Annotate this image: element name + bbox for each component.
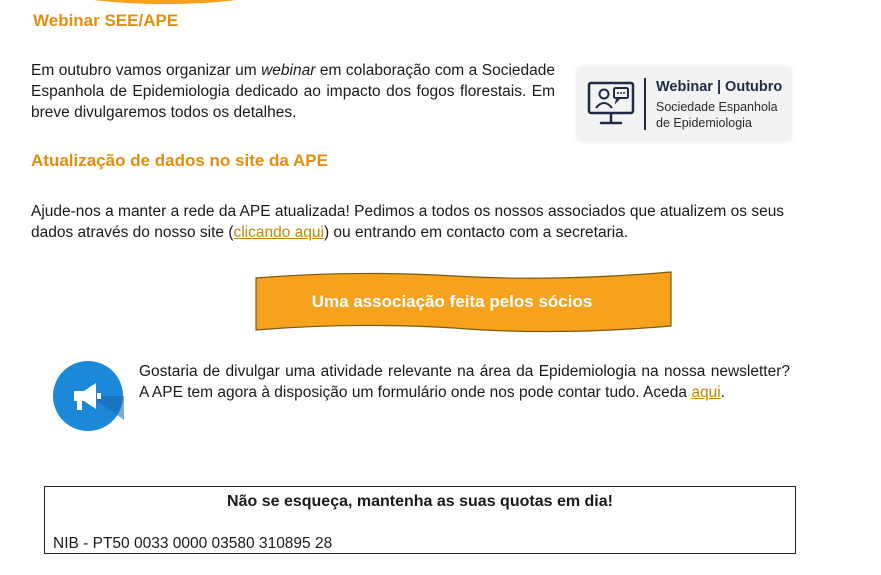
banner-label: Uma associação feita pelos sócios [311,292,593,311]
share-link[interactable]: aqui [691,384,721,401]
webinar-heading: Webinar SEE/APE [33,11,179,30]
share-text-end: . [720,384,725,401]
webinar-text-end: em colaboração com a Sociedade Espanhola de Epidemiologia dedicado ao impacto dos fogos florestais. Em breve divulgaremos todos os detalhes. [31,62,556,121]
card-subtitle: Sociedade Espanhola de Epidemiologia [656,100,778,130]
share-text-start: Gostaria de divulgar uma atividade relevante na área da Epidemiologia na nossa newsletter? A APE tem agora à disposição um formulário onde nos pode contar tudo. Aceda [139,363,790,401]
share-paragraph [139,361,790,403]
webinar-text-italic: webinar [261,62,316,79]
update-link[interactable]: clicando aqui [233,224,324,241]
card-divider [644,78,646,130]
top-decoration [60,0,270,4]
megaphone-icon [52,360,124,432]
update-text-start: Ajude-nos a manter a rede da APE atualizada! Pedimos a todos os nossos associados que atualizem os seus dados através do nosso site ( [31,203,785,241]
webinar-paragraph [31,60,555,123]
webinar-text-start: Em outubro vamos organizar um [31,62,262,79]
quota-nib: NIB - PT50 0033 0000 03580 310895 28 [53,535,333,552]
quota-title: Não se esqueça, mantenha as suas quotas em dia! [227,493,613,510]
banner [254,268,674,334]
video-conference-icon [586,78,638,130]
update-paragraph [31,201,801,243]
card-title: Webinar | Outubro [656,79,783,95]
update-heading: Atualização de dados no site da APE [31,151,328,170]
quota-box [44,486,796,554]
update-text-end: ) ou entrando em contacto com a secretaria. [323,224,629,241]
webinar-card [578,68,790,140]
